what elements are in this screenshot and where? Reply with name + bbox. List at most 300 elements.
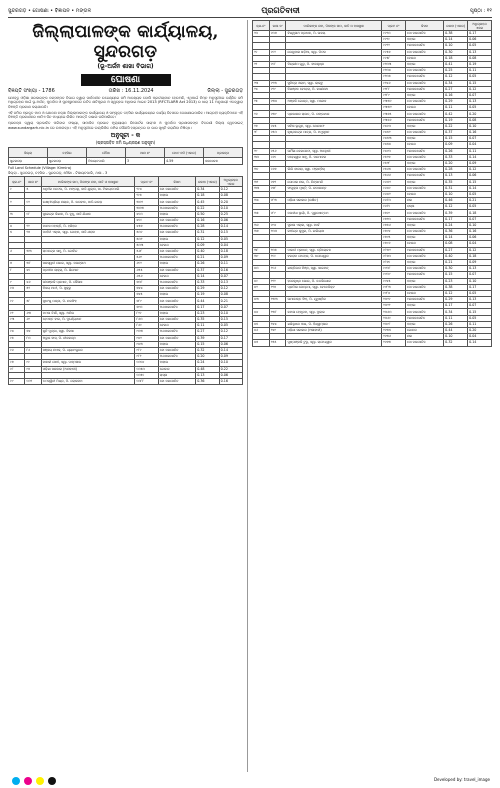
table-cell: ୧୨ (9, 310, 25, 316)
table-cell: ୩୧ (253, 167, 270, 173)
table-cell: ୨୨ (253, 61, 270, 67)
table-cell: ୧୮ (25, 211, 41, 217)
table-cell: ୪୧୦ (135, 211, 158, 217)
column-header: ମାଲିକଙ୍କ ନାମ, ପିତାଙ୍କ ନାମ, ଜାତି ଓ ବାସସ୍ଥାନ (286, 21, 382, 31)
table-cell: ୨୭ (25, 230, 41, 236)
table-cell: ୨୨ (25, 224, 41, 230)
table-cell: ୧୫୬୫ (382, 167, 406, 173)
table-cell: ୧୫ (9, 335, 25, 341)
table-cell: ୧୪ (9, 329, 25, 335)
table-cell: ୭୪୫ (135, 292, 158, 298)
table-cell: 0.12 (196, 236, 219, 242)
table-cell: 0.42 (444, 111, 468, 117)
table-cell: ୧୭୯୬ (382, 241, 406, 247)
table-cell: 0.14 (219, 224, 242, 230)
notice-paragraph-1: ଯେହେତୁ ଓଡ଼ିଶା ସରକାରଙ୍କ ଜଳସମ୍ପଦ ବିଭାଗ ଦ୍ୱାରା ସାର୍ବଜନୀନ ଉଦ୍ଦେଶ୍ୟରେ ଜମି ଆବଶ୍ୟକ ବୋଲି ପ୍ରତୀୟମାନ ହେଉଅଛି, ଏଥିପାଇଁ ନିମ୍ନ ଅନୁସୂଚୀରେ ବର୍ଣ୍ଣିତ ଜମି ଅଧିଗ୍ରହଣ ପାଇଁ ଭୂ-ଅର୍ଜନ, ପୁନର୍ବାସ ଓ ପୁନଃସ୍ଥାପନରେ ଉଚିତ କ୍ଷତିପୂରଣ ଓ ସ୍ୱଚ୍ଛତା ଅଧିକାର ଆଇନ 2013 (RFCTLARR Act 2013) ର ଧାରା 11 ଅନୁଯାୟୀ ଏତଦ୍ୱାରା ବିଜ୍ଞପ୍ତି ପ୍ରକାଶ କରାଯାଉଛି। (8, 96, 243, 109)
table-cell: ଦୋ ଜଳସେଚିତ (405, 210, 443, 216)
table-cell: ୯୧ (25, 360, 41, 366)
table-cell: ବିଶ୍ୱନାଥ ପ୍ରଧାନ, ପି. ଉଦୟ (286, 31, 382, 37)
table-cell: ଅଣଜଳସେଚିତ (405, 117, 443, 123)
schedule-table-left (8, 176, 243, 385)
table-cell: ୭୯୦ (135, 304, 158, 310)
table-cell: ସଞ୍ଜୟ ନାଏକ, ପି. ଶ୍ୟାମସୁନ୍ଦର (41, 347, 135, 353)
table-cell: 0.15 (468, 309, 492, 315)
table-cell: ୧୪୫୪ (382, 142, 406, 148)
table-cell: ୧୮୭୧ (382, 259, 406, 265)
column-header: କିସମ (405, 21, 443, 31)
table-cell: 0.16 (196, 218, 219, 224)
table-cell: ୧୭୯୫ (382, 235, 406, 241)
table-cell: ଜାନକୀ ସେଠୀ, ସ୍ୱା. ପଦ୍ମନାଭ (41, 360, 135, 366)
annex-title: ଅନୁସୂଚୀ - କ (110, 132, 141, 140)
table-cell: 0.28 (196, 224, 219, 230)
table-cell: ୪୫୭ (135, 224, 158, 230)
table-cell: 0.34 (444, 80, 468, 86)
notice-title: ଜିଲ୍ଲାପାଳଙ୍କ କାର୍ଯ୍ୟାଳୟ, ସୁନ୍ଦରଗଡ଼ (32, 22, 219, 62)
table-cell: 0.13 (196, 372, 219, 378)
table-cell: ରାସ୍ତା (158, 372, 195, 378)
table-cell: 0.07 (468, 216, 492, 222)
table-cell: ବାହାଲ (405, 136, 443, 142)
cyan-registration-dot (12, 777, 20, 785)
table-cell: 0.10 (219, 360, 242, 366)
table-cell: ଅଣଜଳସେଚିତ (158, 255, 195, 261)
table-cell: 0.14 (468, 185, 492, 191)
table-cell: ୬ (9, 248, 25, 254)
table-cell: କୃଷ୍ଣଚନ୍ଦ୍ର ପାତ୍ର, ପି. ମଧୁସୂଦନ (286, 130, 382, 136)
table-cell: ୧୮୩ (269, 198, 286, 204)
table-cell: ୧୩ (9, 317, 25, 323)
table-cell: ୧୭୫୬ (382, 222, 406, 228)
notice-paragraph-2: ଏହି ଜମିର ପ୍ରକୃତ ମାପ ଓ ଯୋଜନା ନକ୍ସା ଜିଲ୍ଲାପାଳଙ୍କ କାର୍ଯ୍ୟାଳୟ ଓ ସମ୍ପୃକ୍ତ ତହସିଲ କାର୍ଯ୍ୟାଳୟରେ କାର୍ଯ୍ୟ ଦିବସରେ ଦେଖାଯାଇପାରିବ। ଆଗ୍ରହୀ ବ୍ୟକ୍ତିମାନେ ଏହି ବିଜ୍ଞପ୍ତି ପ୍ରକାଶନର ଷାଠିଏ ଦିନ ମଧ୍ୟରେ ଲିଖିତ ଆପତ୍ତି ଦାଖଲ କରିପାରିବେ। (8, 110, 243, 120)
table-cell: ୧୬୮୦ (382, 198, 406, 204)
table-cell: 0.18 (468, 210, 492, 216)
table-cell: ୪୨ (253, 284, 270, 290)
table-cell: ୨୪ (253, 86, 270, 92)
table-cell: 0.20 (196, 354, 219, 360)
table-cell: ସଂଯୁକ୍ତା ପୃଷ୍ଟି, ପି. ରମାକାନ୍ତ (286, 185, 382, 191)
table-cell: ୭୪ (25, 329, 41, 335)
table-cell: 0.17 (468, 31, 492, 37)
table-cell: ଅରୁଣ ଦାସ, ପି. ନୀଳକଣ୍ଠ (41, 335, 135, 341)
table-cell: ୧୩୭୬ (382, 117, 406, 123)
table-cell: ଦୋ ଜଳସେଚିତ (405, 229, 443, 235)
table-cell: 0.37 (444, 130, 468, 136)
table-cell: ୧୮୩୨ (382, 247, 406, 253)
table-cell: ୩୪ (253, 198, 270, 204)
table-cell: 0.21 (444, 259, 468, 265)
table-cell: ସୁଜାତା ଏକ୍କା, ସ୍ୱା. ମାର୍କ (286, 222, 382, 228)
table-cell: ୨୧୧ (269, 253, 286, 259)
table-cell: ଦୋ ଜଳସେଚିତ (158, 199, 195, 205)
table-cell: 0.10 (468, 222, 492, 228)
table-cell: ୧୪୫୨ (382, 130, 406, 136)
table-cell: ବାହାଲ (405, 123, 443, 129)
table-cell: 0.06 (468, 235, 492, 241)
table-cell: 0.18 (444, 55, 468, 61)
table-cell: ୪ (9, 224, 25, 230)
table-cell: 0.33 (196, 279, 219, 285)
table-cell: ୧୦୨ (25, 378, 41, 384)
table-cell: ୧୬୦୨ (382, 179, 406, 185)
table-cell: ପାର୍ବତୀ ଏକ୍କା, ସ୍ୱା. ଯୋହନ, ଜାତି-ଓରାମ (41, 230, 135, 236)
table-cell: ଦୋ ଜଳସେଚିତ (405, 80, 443, 86)
table-cell: ୧୯୦୮ (382, 266, 406, 272)
table-cell: ଅଣଜଳସେଚିତ (405, 173, 443, 179)
table-cell: ଅଣଜଳସେଚିତ (405, 272, 443, 278)
table-cell: ବେରଣ (405, 142, 443, 148)
table-cell: 0.10 (444, 334, 468, 340)
table-cell: ଅଣଜଳସେଚିତ (405, 315, 443, 321)
table-cell: ୫୦୧ (135, 230, 158, 236)
left-column (8, 20, 243, 772)
table-cell: ୩୦ (253, 154, 270, 160)
table-cell: ହେମନ୍ତ ବାଗ, ପି. ଦୁର୍ଯ୍ୟୋଧନ (41, 317, 135, 323)
table-cell: ୭୦୮ (135, 279, 158, 285)
table-cell: 0.24 (444, 222, 468, 228)
print-footer (0, 772, 500, 788)
table-cell: 0.46 (444, 198, 468, 204)
table-cell: ଅଣଜଳସେଚିତ (405, 74, 443, 80)
table-cell: ୮୬୧ (135, 323, 158, 329)
info-table (8, 147, 243, 165)
table-cell: ଶଶିଭୂଷଣ ଦାଶ, ପି. ବିଶ୍ୱମ୍ଭର (286, 321, 382, 327)
table-cell: 0.05 (468, 191, 492, 197)
table-cell: 0.10 (444, 43, 468, 49)
table-cell: 0.22 (444, 123, 468, 129)
table-cell: ବେରଣ (405, 241, 443, 247)
table-cell: ୧୫୨୭ (382, 154, 406, 160)
table-cell: ୩୩ (253, 185, 270, 191)
table-cell: ୧୦୭ (269, 31, 286, 37)
table-cell: ନିରଞ୍ଜନ ବେହେରା, ପି. କାଶୀନାଥ (286, 86, 382, 92)
table-cell: ସୁନ୍ଦରଗଡ଼ (9, 158, 48, 165)
footer-note: Developed by: travel_image (433, 777, 490, 782)
table-cell: 0.17 (444, 303, 468, 309)
table-cell: ୯୪୨ (135, 335, 158, 341)
table-cell: ୧୧୨ (269, 49, 286, 55)
table-cell: ୧୯୦୯ (382, 272, 406, 278)
table-cell: ୧୪୫ (269, 123, 286, 129)
table-cell: ୧୯ (9, 378, 25, 384)
table-cell: ୨୧୩୬ (382, 334, 406, 340)
table-cell: ୨୪୯ (269, 328, 286, 334)
table-cell: 0.05 (468, 204, 492, 210)
table-cell: ଦୋ ଜଳସେଚିତ (405, 99, 443, 105)
table-cell: ୧ (9, 187, 25, 193)
table-cell: ୧୬୧ (269, 154, 286, 160)
table-cell: ବାହାଲ (158, 360, 195, 366)
table-cell: 0.40 (196, 248, 219, 254)
table-cell: ୧୭୧୯ (382, 210, 406, 216)
table-cell: ୨୦୯୮ (382, 321, 406, 327)
table-cell: ଅଣଜଳସେଚିତ (405, 148, 443, 154)
table-cell: ୧୩୩୧ (382, 99, 406, 105)
table-cell: ୧୧୮ (269, 61, 286, 67)
table-cell: 0.32 (196, 347, 219, 353)
table-cell: ଦୋ ଜଳସେଚିତ (405, 154, 443, 160)
table-cell: ଅଞ୍ଜଳି ଗୋଣ୍ଡ, ସ୍ୱା. ମନୋଜ (286, 99, 382, 105)
table-cell: ଜଗଦୀଶ ଭୂୟାଁ, ପି. ପୁରୁଷୋତ୍ତମ (286, 210, 382, 216)
table-cell: 0.17 (219, 335, 242, 341)
table-cell: 0.36 (444, 229, 468, 235)
column-header: ମୌଜା (87, 148, 126, 158)
table-cell: ୧୮୯ (269, 210, 286, 216)
table-cell: ବେରଣ (158, 323, 195, 329)
table-cell: ଦୋ ଜଳସେଚିତ (405, 111, 443, 117)
column-header: ତହସିଲ (48, 148, 87, 158)
table-cell: ୨୫ (253, 99, 270, 105)
table-cell: ଉର୍ମିଳା କେରକେଟା, ସ୍ୱା. ଆନ୍ଥୋନୀ (286, 148, 382, 154)
table-cell: ୩୫ (253, 210, 270, 216)
table-cell: ୨୧୬ (269, 266, 286, 272)
table-cell: 0.25 (219, 211, 242, 217)
table-cell: ୧୨୦୫ (382, 74, 406, 80)
table-cell: ଗୋଚର (405, 328, 443, 334)
table-cell: 0.11 (468, 148, 492, 154)
table-cell: ଗୋପାଳ ନାଗ, ପି. ଚିନ୍ତାମଣି (286, 179, 382, 185)
table-cell: ୧୨୮୮ (382, 86, 406, 92)
table-cell: 0.05 (468, 105, 492, 111)
table-cell: 0.35 (444, 179, 468, 185)
table-cell: ୩୦୨ (135, 199, 158, 205)
table-cell: ୧୫୨୮ (382, 160, 406, 166)
table-cell: 0.19 (196, 292, 219, 298)
table-cell: ୫୦୩ (135, 242, 158, 248)
table-cell: 0.05 (468, 74, 492, 80)
newspaper-logo: ପ୍ରଗତିବାଦୀ (261, 5, 300, 15)
table-cell: 0.44 (444, 328, 468, 334)
table-cell: 0.05 (468, 315, 492, 321)
column-header: ଖାତା ନଂ (25, 177, 41, 187)
table-cell: ୧୯୪ (269, 222, 286, 228)
table-cell: ସୁଧାଂଶୁ ପଣ୍ଡା, ପି. ନରସିଂହ (41, 298, 135, 304)
right-column (252, 20, 492, 772)
table-cell: ଦୋ ଜଳସେଚିତ (405, 284, 443, 290)
table-cell: ୮୬ (25, 347, 41, 353)
table-cell: 0.11 (468, 321, 492, 327)
table-cell: ୭୪୪ (135, 286, 158, 292)
table-cell: ୧୬୭ (269, 167, 286, 173)
column-header: ଜିଲ୍ଲା (9, 148, 48, 158)
table-cell: ଦୋ ଜଳସେଚିତ (158, 230, 195, 236)
table-cell: 0.23 (196, 310, 219, 316)
column-header: ରକବା (ଏକର) (196, 177, 219, 187)
table-cell: ଅଣଜଳସେଚିତ (405, 216, 443, 222)
table-cell: ଅଣଜଳସେଚିତ (158, 205, 195, 211)
table-cell: ଓଡ଼ିଶା ସରକାର (ଅନାବାଦୀ) (41, 366, 135, 372)
table-cell: 0.13 (468, 99, 492, 105)
table-cell: ଓଡ଼ିଶା ସରକାର (ଅନାବାଦୀ) (286, 328, 382, 334)
table-cell: ଟିକାୟତପାଲି (87, 158, 126, 165)
table-cell: 0.12 (219, 187, 242, 193)
table-cell: 0.14 (468, 340, 492, 346)
table-cell: ୧୬୮୧ (382, 204, 406, 210)
table-cell: ୧୫୬୬ (382, 173, 406, 179)
table-cell: ଉମାକାନ୍ତ ସିଂହ, ପି. ଯୁଧିଷ୍ଠିର (286, 297, 382, 303)
table-cell: ୧୦୫୧ (135, 372, 158, 378)
table-cell: ଦୋ ଜଳସେଚିତ (158, 347, 195, 353)
table-cell: ୩୯ (253, 253, 270, 259)
table-cell: ମାନସ ମହାନ୍ତି, ପି. ହରିହର (41, 224, 135, 230)
table-cell: ଦୋ ଜଳସେଚିତ (158, 378, 195, 384)
page-header (8, 4, 492, 18)
table-cell: ୧୨ (25, 199, 41, 205)
table-cell: 0.09 (468, 160, 492, 166)
table-cell: ୧୧୫୮ (382, 55, 406, 61)
table-cell: ୭ (9, 261, 25, 267)
table-cell: ୨୦୦ (269, 229, 286, 235)
table-cell: ୬୫୫ (135, 267, 158, 273)
table-cell: 0.09 (219, 354, 242, 360)
table-cell: ୧୬ (9, 347, 25, 353)
table-cell: 0.10 (468, 123, 492, 129)
table-cell: ଅଣଜଳସେଚିତ (405, 43, 443, 49)
table-cell: ୧୭ (9, 360, 25, 366)
table-cell: 0.12 (219, 286, 242, 292)
schedule-caption-odia: ଜିଲ୍ଲା - ସୁନ୍ଦରଗଡ଼, ତହସିଲ - ସୁନ୍ଦରଗଡ଼, ମୌଜା - ଟିକାୟତପାଲି, ଥାନା - 3 (8, 171, 108, 176)
table-cell: ୮୨୧ (135, 310, 158, 316)
table-cell: 0.13 (468, 49, 492, 55)
column-header: ମୋଟ ଜମି (ଏକର) (165, 148, 204, 158)
table-cell: ଅଣଜଳସେଚିତ (158, 279, 195, 285)
table-cell: 0.19 (444, 117, 468, 123)
table-cell: ୩୩ (25, 248, 41, 254)
table-cell: 0.48 (196, 366, 219, 372)
notice-place: ଜିଲ୍ଲା - ସୁନ୍ଦରଗଡ଼ (207, 88, 243, 94)
table-cell: ୩୭ (253, 229, 270, 235)
table-cell: ବାହାଲ (158, 236, 195, 242)
table-cell: ୪୭ (253, 340, 270, 346)
table-cell: 0.19 (468, 61, 492, 67)
table-cell: ଦୋ ଜଳସେଚିତ (405, 340, 443, 346)
table-cell: ୨୮ (253, 130, 270, 136)
table-cell: ୪୩ (253, 297, 270, 303)
table-cell: ୨୩୮ (269, 309, 286, 315)
table-cell: ଦୋ ଜଳସେଚିତ (405, 130, 443, 136)
table-cell: ୨୧୩୫ (382, 328, 406, 334)
table-cell: ୯୦୩ (135, 329, 158, 335)
table-cell: ଅଣଜଳସେଚିତ (405, 86, 443, 92)
table-cell: ୫୨ (25, 286, 41, 292)
table-cell: 0.16 (444, 92, 468, 98)
table-cell: 0.18 (219, 248, 242, 254)
table-cell: ଗୋଚର (158, 366, 195, 372)
table-cell: ୧୧୫୭ (382, 49, 406, 55)
table-cell: ଦୋ ଜଳସେଚିତ (405, 185, 443, 191)
table-cell: ହରେକୃଷ୍ଣ ଭୋଇ, ପି. ନନ୍ଦକିଶୋର (286, 278, 382, 284)
table-cell: ୩ (9, 211, 25, 217)
table-cell: ୨୫୫ (269, 340, 286, 346)
table-cell: ୧୯୮୪ (382, 290, 406, 296)
table-cell: 0.15 (444, 272, 468, 278)
table-cell: ୧୧୨୦ (382, 31, 406, 37)
table-cell: 0.05 (468, 290, 492, 296)
table-cell: ବାହାଲ (158, 211, 195, 217)
table-cell: ୮ (9, 267, 25, 273)
table-cell: ଦୋ ଜଳସେଚିତ (405, 266, 443, 272)
table-cell: 0.08 (468, 117, 492, 123)
table-cell: ୧୫୦ (269, 130, 286, 136)
table-cell: ୧୮୭୦ (382, 253, 406, 259)
page-number: ପୃଷ୍ଠା : ୧୧ (470, 7, 492, 14)
table-cell: 0.13 (444, 173, 468, 179)
table-cell: 0.12 (444, 290, 468, 296)
table-cell: 0.15 (196, 341, 219, 347)
table-cell: ଦୋ ଜଳସେଚିତ (158, 286, 195, 292)
table-cell: 0.31 (444, 185, 468, 191)
table-cell: ବାହାଲ (405, 259, 443, 265)
table-cell: ୪୪ (253, 309, 270, 315)
table-cell: 0.04 (468, 142, 492, 148)
table-cell: ଦୋ ଜଳସେଚିତ (158, 218, 195, 224)
table-cell: ବାହାଲ (405, 92, 443, 98)
table-cell: 0.40 (444, 253, 468, 259)
table-cell: ନାଳ (405, 334, 443, 340)
table-cell: ରେଣୁବାଳା ଖଡ଼ିଆ, ସ୍ୱା. ପିଟର (286, 49, 382, 55)
column-header: କ୍ର.ନଂ (9, 177, 25, 187)
table-cell: ୨୨୭ (269, 284, 286, 290)
table-cell: ଅଣଜଳସେଚିତ (405, 247, 443, 253)
table-cell: ବେରଣ (405, 105, 443, 111)
table-cell: 0.20 (468, 111, 492, 117)
table-cell: ୨୧୭୩ (382, 340, 406, 346)
table-cell: ୪୧ (25, 267, 41, 273)
column-header: ଥାନା ନଂ (126, 148, 165, 158)
table-cell: 0.20 (444, 160, 468, 166)
table-cell: ଦୋ ଜଳସେଚିତ (405, 253, 443, 259)
table-cell: 0.16 (468, 130, 492, 136)
table-cell: ୪୫ (253, 321, 270, 327)
table-cell: ୧୬୪୧ (382, 185, 406, 191)
table-cell: ବେରଣ (158, 273, 195, 279)
table-cell: 0.12 (468, 247, 492, 253)
column-header: ପ୍ରକଳ୍ପ (204, 148, 243, 158)
table-cell: ବାହାଲ (405, 179, 443, 185)
table-cell: 0.15 (468, 80, 492, 86)
schedule-header (9, 177, 243, 187)
table-cell: 0.11 (468, 68, 492, 74)
table-cell: 0.08 (219, 193, 242, 199)
table-cell: ରାମଚନ୍ଦ୍ର ସାହୁ, ପି. ଗୋବିନ୍ଦ (41, 248, 135, 254)
table-cell: ଓଡ଼ିଶା ସରକାର (ରକ୍ଷିତ) (286, 198, 382, 204)
table-cell: କୁନି ମୁଣ୍ଡା, ସ୍ୱା. ବିରସା (41, 329, 135, 335)
table-cell: ଦୋ ଜଳସେଚିତ (405, 167, 443, 173)
table-cell: ବାହାଲ (405, 303, 443, 309)
table-cell: ୬୫୬ (135, 273, 158, 279)
table-cell: 0.15 (219, 317, 242, 323)
column-header: ଖାତା ନଂ (269, 21, 286, 31)
table-cell: ଦିଲ୍ଲୀପ ଗୁରୁ, ପି. ବାଳକୃଷ୍ଣ (286, 61, 382, 67)
column-header: ଅଧିଗ୍ରହଣ ଏକର (219, 177, 242, 187)
table-cell: 0.34 (444, 309, 468, 315)
table-cell: ବେରଣ (405, 55, 443, 61)
table-cell: ବାହାଲ (158, 261, 195, 267)
column-header: ମାଲିକଙ୍କ ନାମ, ପିତାଙ୍କ ନାମ, ଜାତି ଓ ବାସସ୍ଥାନ (41, 177, 135, 187)
table-cell: 0.17 (468, 284, 492, 290)
table-cell: 0.13 (468, 297, 492, 303)
notice-banner: ଘୋଷଣା (81, 74, 171, 86)
table-cell: 0.28 (444, 167, 468, 173)
table-cell: ଦୋ ଜଳସେଚିତ (405, 49, 443, 55)
table-cell: ନାଳ (405, 198, 443, 204)
table-cell: ୧୫୬ (269, 148, 286, 154)
table-cell: 0.18 (468, 253, 492, 259)
table-cell: ୮୬୦ (135, 317, 158, 323)
table-cell: ୨୧ (253, 49, 270, 55)
table-cell: ବାହାଲ (405, 61, 443, 67)
notice-date: ତାରିଖ : 16.11.2024 (108, 88, 154, 94)
